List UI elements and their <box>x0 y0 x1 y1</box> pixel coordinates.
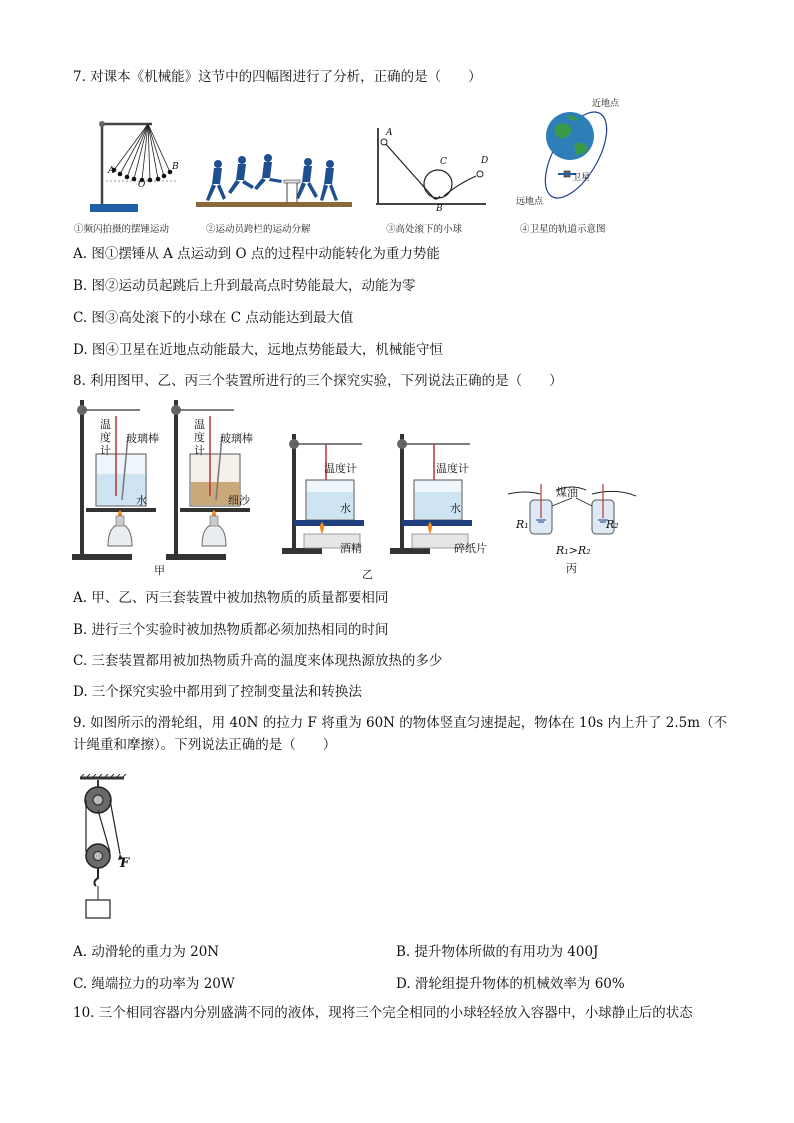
q8-option-b[interactable]: B. 进行三个实验时被加热物质都必须加热相同的时间 <box>73 622 389 638</box>
q7-fig4-label-near: 近地点 <box>592 99 620 109</box>
q8-label-sand: 细沙 <box>228 494 250 507</box>
q8-label-water-3: 水 <box>450 502 461 515</box>
q9-option-d[interactable]: D. 滑轮组提升物体的机械效率为 60% <box>396 976 625 992</box>
q7-option-c[interactable]: C. 图③高处滚下的小球在 C 点动能达到最大值 <box>73 310 354 326</box>
q7-fig1-label-a: A <box>108 166 115 176</box>
q8-label-water-1: 水 <box>136 494 147 507</box>
q7-fig3-label-d: D <box>481 156 489 166</box>
q8-label-rod-2: 玻璃棒 <box>220 432 253 445</box>
q7-fig1-label-b: B <box>172 162 179 172</box>
q7-caption-2: ②运动员跨栏的运动分解 <box>206 224 311 235</box>
q8-label-yi: 乙 <box>362 568 373 581</box>
q8-label-thermo-b1: 温度计 <box>324 462 357 475</box>
q8-option-c[interactable]: C. 三套装置都用被加热物质升高的温度来体现热源放热的多少 <box>73 653 443 669</box>
q8-label-r-compare: R₁>R₂ <box>556 544 591 557</box>
q10-stem: 10. 三个相同容器内分别盛满不同的液体，现将三个完全相同的小球轻轻放入容器中，小球静止后的状态 <box>73 1005 693 1021</box>
q7-option-b[interactable]: B. 图②运动员起跳后上升到最高点时势能最大，动能为零 <box>73 278 416 294</box>
q7-fig3-label-b: B <box>436 204 443 214</box>
q9-option-c[interactable]: C. 绳端拉力的功率为 20W <box>73 976 235 992</box>
q8-label-thermo-a1: 温 度 计 <box>100 418 111 457</box>
q7-option-a[interactable]: A. 图①摆锤从 A 点运动到 O 点的过程中动能转化为重力势能 <box>73 246 440 262</box>
q8-label-rod-1: 玻璃棒 <box>126 432 159 445</box>
q7-fig2-hurdler <box>196 150 352 212</box>
q8-label-thermo-a2: 温 度 计 <box>194 418 205 457</box>
q7-fig4-label-far: 远地点 <box>516 197 544 207</box>
q8-label-alcohol: 酒精 <box>340 542 362 555</box>
q8-label-r2: R₂ <box>606 518 619 531</box>
q8-fig-jia-1 <box>72 396 162 564</box>
q8-fig-jia-2 <box>166 396 256 564</box>
q9-option-b[interactable]: B. 提升物体所做的有用功为 400J <box>396 944 599 960</box>
q8-label-water-2: 水 <box>340 502 351 515</box>
q7-fig4-label-sat: 卫星 <box>572 173 591 183</box>
q9-stem: 9. 如图所示的滑轮组，用 40N 的拉力 F 将重为 60N 的物体竖直匀速提起，物体在 10s 内上升了 2.5m（不计绳重和摩擦）。下列说法正确的是（ ） <box>73 715 728 753</box>
q8-stem: 8. 利用图甲、乙、丙三个装置所进行的三个探究实验，下列说法正确的是（ ） <box>73 373 563 389</box>
q9-option-a[interactable]: A. 动滑轮的重力为 20N <box>73 944 220 960</box>
q8-label-kerosene: 煤油 <box>556 486 578 499</box>
q7-stem: 7. 对课本《机械能》这节中的四幅图进行了分析，正确的是（ ） <box>73 69 482 85</box>
q8-label-paper: 碎纸片 <box>454 542 487 555</box>
q8-option-d[interactable]: D. 三个探究实验中都用到了控制变量法和转换法 <box>73 684 362 700</box>
q7-caption-3: ③高处滚下的小球 <box>386 224 463 235</box>
q8-fig-yi-1 <box>282 430 382 556</box>
q7-caption-1: ①频闪拍摄的摆锤运动 <box>74 224 170 235</box>
q8-label-bing: 丙 <box>566 562 577 575</box>
q7-fig3-label-a: A <box>386 128 393 138</box>
q8-label-jia: 甲 <box>154 564 165 577</box>
q7-fig3-label-c: C <box>440 157 447 167</box>
q8-fig-yi-2 <box>390 430 490 556</box>
q8-label-r1: R₁ <box>516 518 529 531</box>
q8-option-a[interactable]: A. 甲、乙、丙三套装置中被加热物质的质量都要相同 <box>73 590 389 606</box>
q9-fig-pulley <box>80 774 140 920</box>
q7-fig1-label-o: O <box>138 180 146 190</box>
q7-option-d[interactable]: D. 图④卫星在近地点动能最大，远地点势能最大，机械能守恒 <box>73 342 443 358</box>
q7-caption-4: ④卫星的轨道示意图 <box>520 224 606 235</box>
q8-label-thermo-b2: 温度计 <box>436 462 469 475</box>
q9-force-label: F <box>120 856 130 871</box>
